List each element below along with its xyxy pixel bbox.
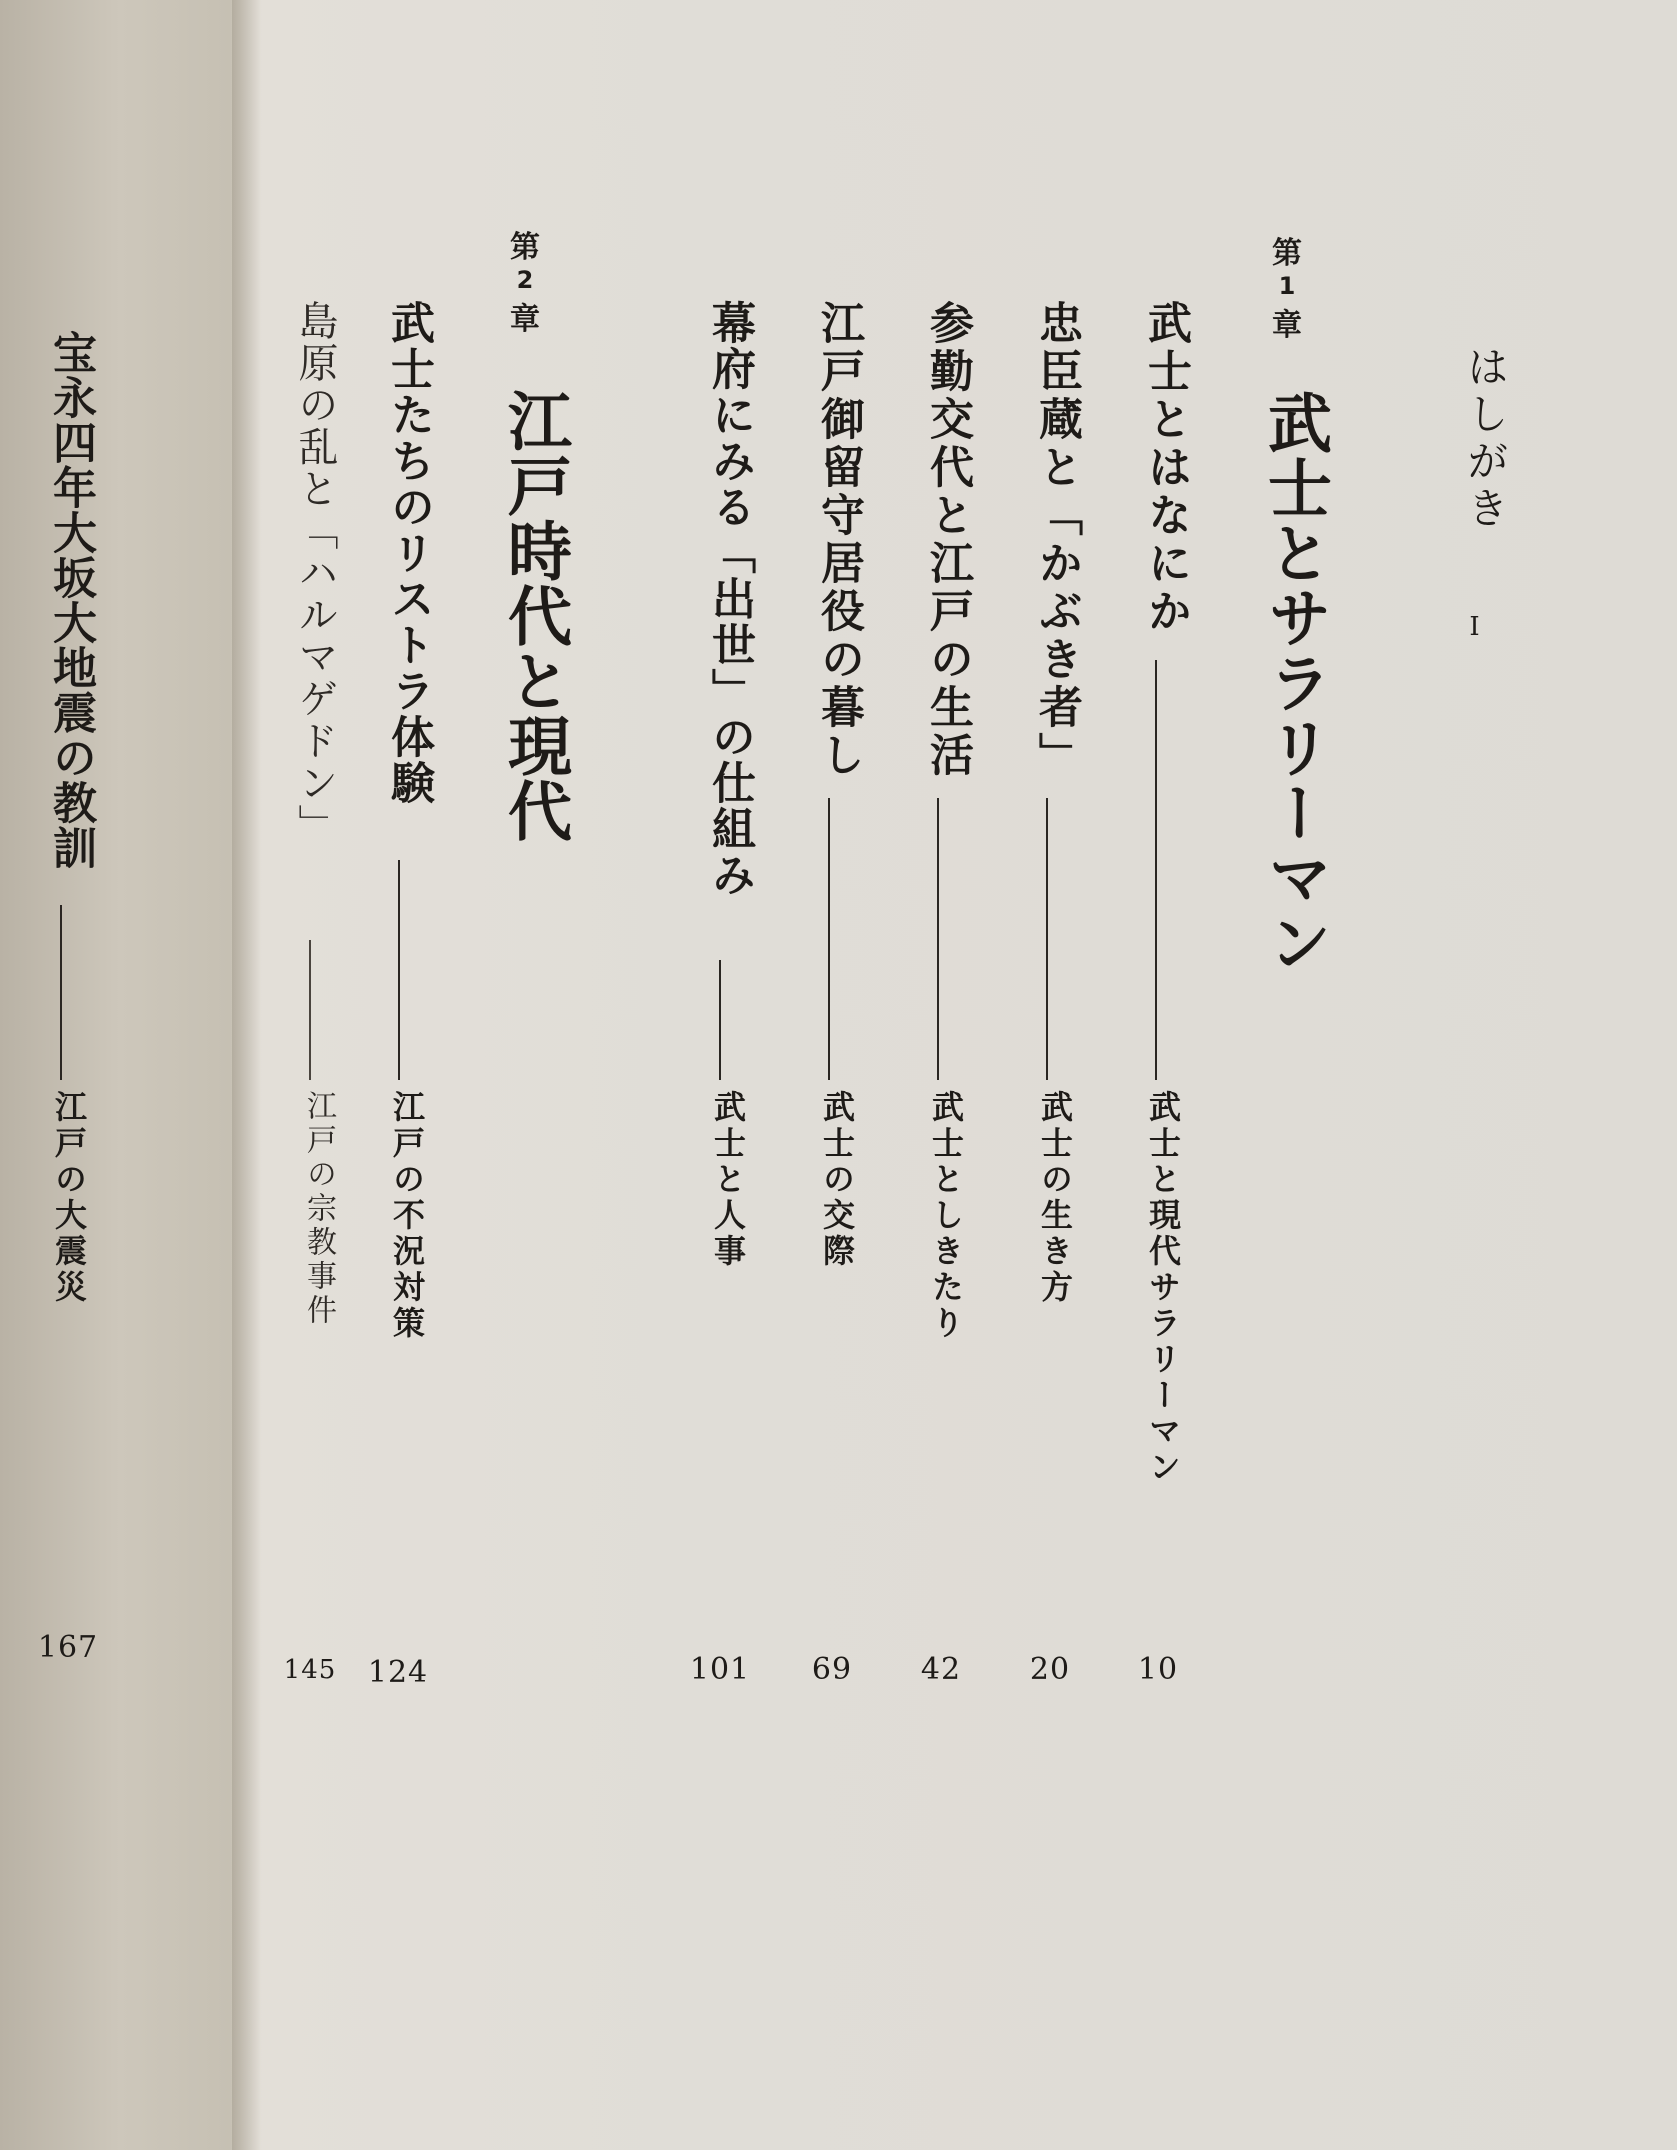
section-title: 武士たちのリストラ体験 xyxy=(383,300,434,806)
leader-line xyxy=(398,860,400,1080)
section-title: 島原の乱と「ハルマゲドン」 xyxy=(292,300,338,846)
toc-entry-subtitle: 江戸の宗教事件 xyxy=(301,1090,336,1328)
toc-page-number: 42 xyxy=(920,1652,962,1687)
leader-line xyxy=(828,798,830,1080)
section-title: 幕府にみる「出世」の仕組み xyxy=(704,300,755,898)
toc-page-number: 145 xyxy=(283,1655,337,1685)
chapter-2-prefix: 第 xyxy=(510,230,540,265)
chapter-2-suffix: 章 xyxy=(510,302,540,337)
section-title: 忠臣蔵と「かぶき者」 xyxy=(1031,300,1082,780)
section-title: 武士とはなにか xyxy=(1140,300,1191,636)
toc-entry[interactable] xyxy=(38,330,102,870)
leader-line xyxy=(1155,660,1157,1080)
chapter-1-label xyxy=(1262,228,1312,344)
toc-entry-subtitle: 江戸の不況対策 xyxy=(388,1090,426,1342)
toc-page-number: 124 xyxy=(367,1655,429,1690)
toc-entry[interactable] xyxy=(376,300,440,806)
toc-entry-subtitle: 武士と人事 xyxy=(709,1090,747,1270)
toc-entry-subtitle: 武士と現代サラリーマン xyxy=(1144,1090,1182,1486)
chapter-1-suffix: 章 xyxy=(1272,308,1302,343)
book-gutter-shadow xyxy=(232,0,260,2150)
section-title: 宝永四年大坂大地震の教訓 xyxy=(45,330,96,870)
preface-entry[interactable] xyxy=(1455,345,1515,533)
toc-page-number: 20 xyxy=(1029,1652,1071,1687)
toc-entry-subtitle: 武士の生き方 xyxy=(1036,1090,1074,1306)
chapter-1-number: 1 xyxy=(1278,272,1296,300)
section-title: 江戸御留守居役の暮し xyxy=(813,300,864,780)
toc-entry-subtitle: 武士としきたり xyxy=(927,1090,965,1342)
section-title: 参勤交代と江戸の生活 xyxy=(922,300,973,780)
leader-line xyxy=(309,940,311,1080)
toc-entry[interactable] xyxy=(915,300,979,780)
leader-line xyxy=(937,798,939,1080)
toc-entry[interactable] xyxy=(806,300,870,780)
toc-page-number: 10 xyxy=(1137,1652,1179,1687)
chapter-1-prefix: 第 xyxy=(1272,236,1302,271)
toc-entry-subtitle: 武士の交際 xyxy=(818,1090,856,1270)
toc-page-number: 101 xyxy=(689,1652,751,1687)
leader-line xyxy=(719,960,721,1080)
toc-entry[interactable] xyxy=(287,300,344,846)
toc-page-number: 167 xyxy=(37,1630,99,1665)
preface-page-number: I xyxy=(1469,612,1481,642)
toc-entry[interactable] xyxy=(1133,300,1197,636)
toc-entry[interactable] xyxy=(697,300,761,898)
toc-page-number: 69 xyxy=(811,1652,853,1687)
preface-title: はしがき xyxy=(1461,345,1510,533)
chapter-2-label xyxy=(500,222,550,338)
toc-entry[interactable] xyxy=(1024,300,1088,780)
chapter-2-title: 江戸時代と現代 xyxy=(497,388,572,843)
leader-line xyxy=(1046,798,1048,1080)
chapter-2-number: 2 xyxy=(516,266,534,294)
chapter-1-title: 武士とサラリーマン xyxy=(1257,390,1332,975)
toc-entry-subtitle: 江戸の大震災 xyxy=(50,1090,88,1306)
leader-line xyxy=(60,905,62,1080)
